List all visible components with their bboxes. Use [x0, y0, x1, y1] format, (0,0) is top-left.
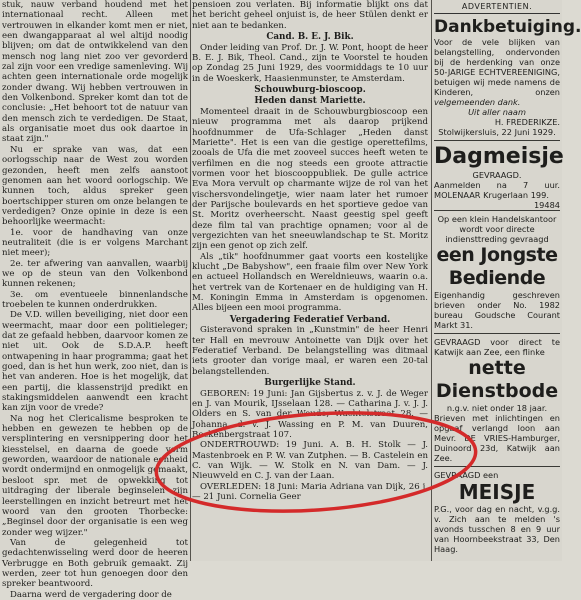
ad-text: Eigenhandig geschreven brieven onder No. 1982 bureau Goudsche Courant Markt 31.: [434, 290, 560, 330]
advertisements-header: ADVERTENTIEN.: [434, 2, 560, 14]
article-paragraph: Nu er sprake van was, dat een oorlogsschip naar de West zou worden gezonden, heeft men zelfs aanstoot genomen aan het woord oorlogschip. We kunnen toch, aldus spreker geen boertschipper sturen om onze belangen te verdedigen? Onze opinie in deze is een behoorlijke weermacht:: [2, 144, 188, 228]
article-paragraph: 3e. om eventueele binnenlandsche troebelen te kunnen onderdrukken.: [2, 289, 188, 310]
death-announcements: OVERLEDEN: 18 Juni: Maria Adriana van Dijk, 26 j. — 21 Juni. Cornelia Geer: [192, 481, 428, 502]
marriage-announcements: ONDERTROUWD: 19 Juni. A. B. H. Stolk — J. Mastenbroek en P. W. van Zutphen. — B. Castelein en C. van Wijk. — W. Stolk en N. van Dam. — J. Nieuwveld en C. J. van der Laan.: [192, 440, 428, 482]
ad-divider: [434, 140, 560, 141]
column-divider: [431, 0, 432, 561]
ad-title-dankbetuiging: Dankbetuiging.: [434, 17, 581, 37]
ad-text-body: Aanmelden na 7 uur. MOLENAAR Krugerlaan 199.: [434, 180, 560, 200]
column-advertisements: [434, 0, 581, 561]
ad-text: GEVRAAGD voor direct te Katwijk aan Zee, een flinke: [434, 337, 560, 357]
ad-text: [434, 37, 560, 107]
birth-announcements: GEBOREN: 19 Juni: Jan Gijsbertus z. v. J. de Weger en J. van Mourik, IJsselaan 128. — Catharina J. v. J. J. Olders en S. van der Woude, Wachtelstraat 28. — Johanna, d. v. J. Wassing en P. M. van Duuren, Bockenbergstraat 107.: [192, 388, 428, 440]
article-paragraph: Momenteel draait in de Schouwburgbioscoop een nieuw programma met als daarop prijkend hoofdnummer de Ufa-Schlager „Heden danst Mariette". Het is een van die gestige operettefilms, zooals de Ufa die met zooveel succes heeft weten te verfilmen en die nog steeds een groote attractie vormen voor het bioscooppubliek. De gulle actrice Eva Mora vervult op charmante wijze de rol van het vischersvondelingetje, wier naam later het rumoer der Parijsche boulevards en het sportieve gedoe van St. Moritz overheerscht. Naast geestig spel geeft deze film tal van prachtige opnamen; voor al de vergezichten van het sneeuwlandschap te St. Moritz zijn een genot op zich zelf.: [192, 106, 428, 252]
ad-signature-name: H. FREDERIKZE.: [494, 117, 560, 127]
column-divider: [190, 0, 191, 561]
ad-signature: Uit aller naam: [468, 107, 526, 117]
ad-signature-place: Stolwijkersluis, 22 Juni 1929.: [438, 127, 556, 137]
ad-text: Brieven met inlichtingen en opgaaf verlangd loon aan Mevr. DE VRIES-Hamburger, Duinoord 23d, Katwijk aan Zee.: [434, 413, 560, 463]
ad-divider: [434, 466, 560, 467]
article-paragraph: Onder leiding van Prof. Dr. J. W. Pont, hoopt de heer B. E. J. Bik, Theol. Cand., zijn te Voorstel te houden op Zondag 25 Juni 1929, des voormiddags te 10 uur in de Woeskerk, Haasienmunster, te Amsterdam.: [192, 42, 428, 84]
article-heading: Schouwburg-bioscoop.: [254, 84, 366, 95]
ad-text: n.g.v. niet onder 18 jaar.: [446, 403, 548, 413]
ad-text: P.G., voor dag en nacht, v.g.g. v. Zich aan te melden 's avonds tusschen 8 en 9 uur van Hoornbeekstraat 33, Den Haag.: [434, 504, 560, 554]
ad-text: Op een klein Handelskantoor wordt voor directe indiensttreding gevraagd: [437, 214, 557, 244]
ad-number: 19484: [533, 200, 560, 210]
ad-text: GEVRAAGD een: [434, 470, 499, 480]
article-paragraph: 2e. ter afwering van aanvallen, waarbij we op de steun van den Volkenbond kunnen rekenen;: [2, 258, 188, 290]
article-paragraph: Na nog het Clericalisme besproken te hebben en gewezen te hebben op de versplintering en versnippering door het kiesstelsel, en daarna de goede vorm geworden, waardoor de nationale eenheid wordt ondermijnd en onmogelijk gemaakt, besloot spr. met de opwekking tot uitdraging der liberale beginselen zijn leerstellingen en inzicht betreurt met het woord van den grooten Thorbecke: „Beginsel door der organisatie is een weg zonder weg wijzer.": [2, 413, 188, 538]
ad-text-body: Voor de vele blijken van belangstelling, ondervonden bij de herdenking van onze 50-JARIGE ECHTVEREENIGING, betuigen wij mede namens de Kinderen, onzen: [434, 37, 560, 97]
article-paragraph: stuk, nauw verband houdend met het internationaal recht. Alleen met vertrouwen in elkander komt men er niet, een dwangapparaat al wel altijd noodig blijven; om dat de ontwikkelend van den mensch nog lang niet zoo ver gevorderd zal zijn voor een vredige samenleving. Wij achten geen internationale orde mogelijk zonder dwang. Wij hebben vertrouwen in den Volkenbond. Spreker komt dan tot de conclusie: „Het behoort tot de natuur van den mensch zich te verdedigen. De Staat, als organisatie moet dus ook daartoe in staat zijn.": [2, 0, 188, 145]
article-paragraph: Daarna werd de vergadering door de: [10, 589, 172, 600]
column-left: [2, 0, 188, 600]
ad-divider: [434, 210, 560, 211]
column-middle: [192, 0, 428, 561]
ad-text: [434, 180, 560, 210]
ad-title-dagmeisje: Dagmeisje: [434, 144, 564, 169]
ad-divider: [434, 333, 560, 334]
article-paragraph: Van de gelegenheid tot gedachtenwisseling werd door de heeren Verbrugge en Both gebruik gemaakt. Zij werden, zeer tot hun genoegen door den spreker beantwoord.: [2, 537, 188, 590]
article-paragraph: Als „tik" hoofdnummer gaat voorts een kostelijke klucht „De Babyshow", een fraaie film over New York en actueel Hollandsch en Wereldnieuws, waarin o.a. het vertrek van de Kortenaer en de huldiging van H. M. Koningin Emma in Amsterdam is opgenomen. Alles bijeen een mooi programma.: [192, 251, 428, 314]
ad-title-jongste-bediende: een Jongste Bediende: [436, 244, 558, 289]
article-heading: Vergadering Federatief Verband.: [229, 314, 391, 325]
ad-title-nette-dienstbode: nette Dienstbode: [435, 357, 559, 402]
ad-title-meisje: MEISJE: [458, 480, 536, 504]
ad-text-italic: velgemeenden dank.: [434, 97, 521, 107]
article-paragraph: Gisteravond spraken in „Kunstmin" de heer Henri ter Hall en mevrouw Antoinette van Dijk over het Federatief Verband. De belangstelling was ditmaal iets grooter dan vorige maal, er waren een 20-tal belangstellenden.: [192, 325, 428, 377]
article-heading: Cand. B. E. J. Bik.: [266, 32, 354, 43]
article-paragraph: pensioen zou verlaten. Bij informatie blijkt ons dat het bericht geheel onjuist is, de heer Stülen denkt er niet aan te bedanken.: [192, 0, 428, 31]
article-paragraph: De V.D. willen beveiliging, niet door een weermacht, maar door een politieleger; dat ze gefaald hebben, daarvoor komen ze niet uit. Ook de S.D.A.P. heeft ontwapening in haar programma; gaat het goed, dan is het hun werk, zoo niet, dan is het van anderen. Hoe is het mogelijk, dat een partij, die klassenstrijd predikt en stakingsmiddelen aanwendt een kracht kan zijn voor de vrede?: [2, 310, 188, 414]
article-subheading: Heden danst Mariette.: [254, 96, 366, 107]
article-paragraph: 1e. voor de handhaving van onze neutraliteit (die is er volgens Marchant niet meer);: [2, 227, 188, 259]
article-heading-burgerlijke-stand: Burgerlijke Stand.: [264, 378, 356, 388]
ad-subtitle: GEVRAAGD.: [472, 170, 522, 180]
